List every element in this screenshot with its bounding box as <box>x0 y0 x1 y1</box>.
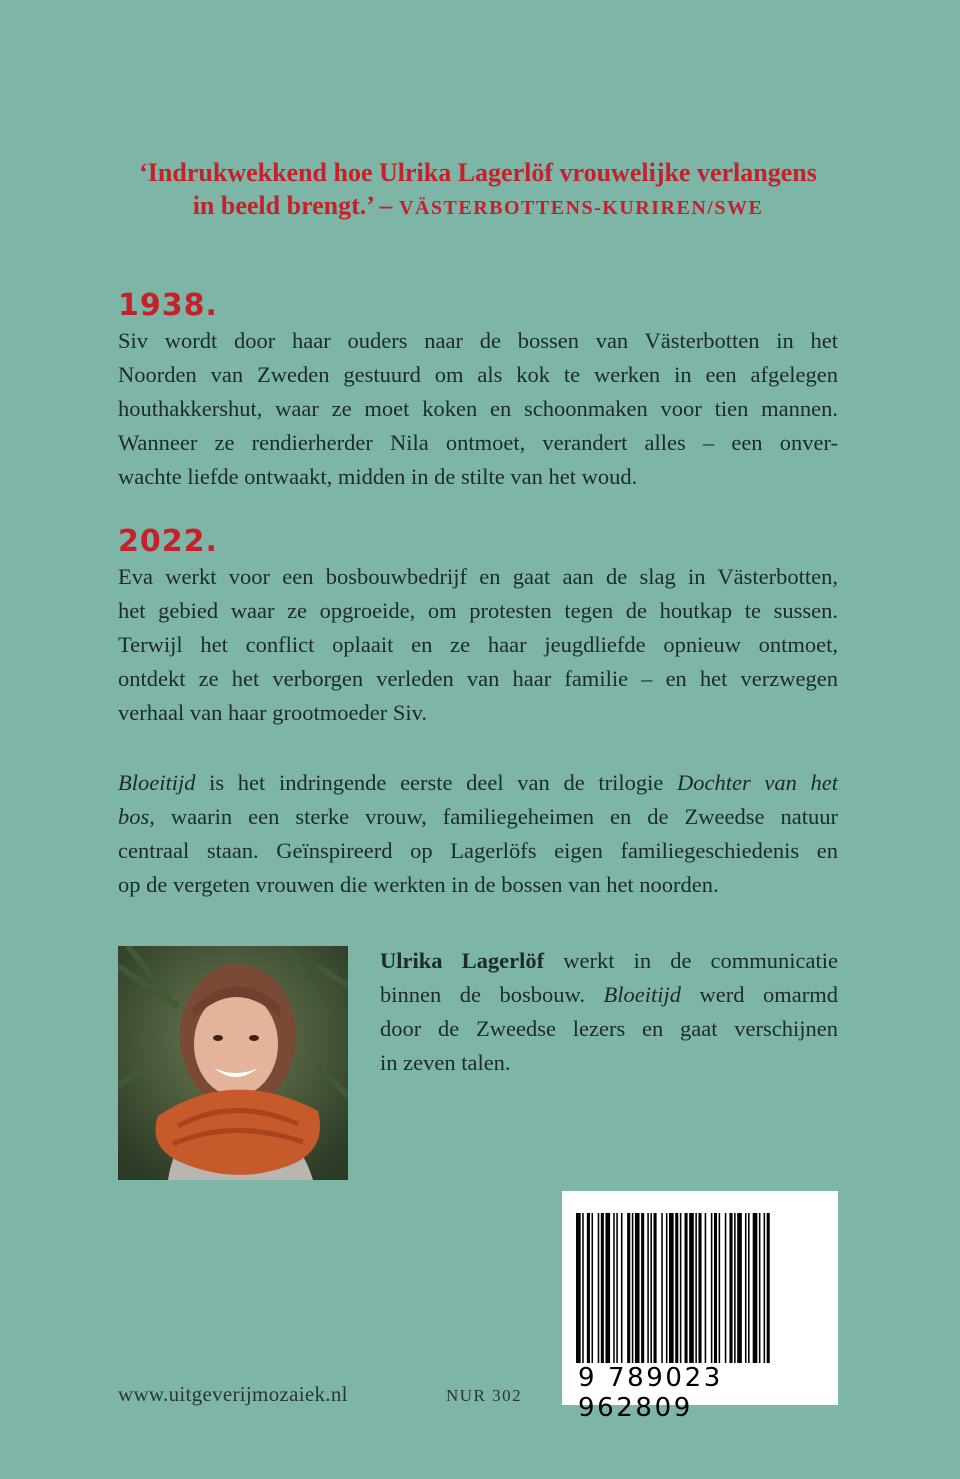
quote-line-2: in beeld brengt.’ <box>192 191 374 220</box>
text-line: ontdekt ze het verborgen verleden van haar familie – en het verzwegen <box>118 666 838 691</box>
barcode-bar <box>661 1213 663 1363</box>
series-title: Dochter van het <box>676 770 838 795</box>
barcode-bar <box>734 1213 736 1363</box>
barcode-bar <box>641 1213 644 1363</box>
isbn-barcode <box>562 1191 838 1423</box>
summary-text: is het indringende eerste deel van de trilogie <box>195 770 677 795</box>
barcode-bar <box>666 1213 668 1363</box>
author-name: Ulrika Lagerlöf <box>380 948 545 973</box>
barcode-bar <box>714 1213 717 1363</box>
section-2022 <box>118 524 838 730</box>
text-line: Wanneer ze rendierherder Nila ontmoet, verandert alles – een onver- <box>118 430 838 455</box>
bio-text: in zeven talen. <box>380 1050 511 1075</box>
barcode-bar <box>654 1213 657 1363</box>
section-1938-text <box>118 324 838 494</box>
text-line: Siv wordt door haar ouders naar de bossen van Västerbotten in het <box>118 328 838 353</box>
barcode-bar <box>582 1213 584 1363</box>
barcode-bar <box>627 1213 630 1363</box>
barcode-bar <box>753 1213 758 1363</box>
barcode-bar <box>745 1213 747 1363</box>
barcode-bar <box>764 1213 766 1363</box>
quote-line-1: ‘Indrukwekkend hoe Ulrika Lagerlöf vrouwelijke verlangens <box>139 158 817 187</box>
text-line: wachte liefde ontwaakt, midden in de stilte van het woud. <box>118 464 638 489</box>
quote-dash: – <box>373 191 400 220</box>
quote-source: VÄSTERBOTTENS-KURIREN/SWE <box>399 197 764 219</box>
nur-code: NUR 302 <box>446 1386 523 1405</box>
book-title: Bloeitijd <box>603 982 681 1007</box>
barcode-bar <box>616 1213 618 1363</box>
barcode-bar <box>689 1213 694 1363</box>
year-heading: 2022. <box>118 524 218 559</box>
text-line: Terwijl het conflict oplaait en ze haar jeugdliefde opnieuw ontmoet, <box>118 632 838 657</box>
barcode-bar <box>705 1213 707 1363</box>
barcode-bar <box>621 1213 623 1363</box>
review-quote <box>118 156 838 225</box>
barcode-bar <box>685 1213 688 1363</box>
series-title: bos <box>118 804 150 829</box>
barcode-bar <box>719 1213 721 1363</box>
barcode-bar <box>598 1213 600 1363</box>
barcode-bar <box>737 1213 742 1363</box>
barcode-bar <box>635 1213 640 1363</box>
barcode-bar <box>729 1213 732 1363</box>
barcode-bar <box>767 1213 770 1363</box>
author-bio <box>380 944 838 1080</box>
publisher-url: www.uitgeverijmozaiek.nl <box>118 1382 348 1406</box>
barcode-bars <box>562 1191 838 1367</box>
barcode-bar <box>587 1213 590 1363</box>
barcode-bar <box>605 1213 610 1363</box>
bio-text: werkt in de communicatie <box>544 948 839 973</box>
barcode-bar <box>698 1213 701 1363</box>
barcode-bar <box>613 1213 615 1363</box>
barcode-bar <box>669 1213 674 1363</box>
text-line: verhaal van haar grootmoeder Siv. <box>118 700 428 725</box>
section-1938 <box>118 288 838 494</box>
barcode-bar <box>680 1213 682 1363</box>
barcode-bar <box>576 1213 581 1363</box>
text-line: houthakkershut, waar ze moet koken en schoonmaken voor tien mannen. <box>118 396 838 421</box>
barcode-bar <box>650 1213 652 1363</box>
section-2022-text <box>118 560 838 730</box>
barcode-bar <box>592 1213 594 1363</box>
barcode-bar <box>632 1213 634 1363</box>
barcode-bar <box>748 1213 750 1363</box>
bio-text: binnen de bosbouw. <box>380 982 604 1007</box>
text-line: Eva werkt voor een bosbouwbedrijf en gaat aan de slag in Västerbotten, <box>118 564 838 589</box>
summary-text: , waarin een sterke vrouw, familiegeheimen en de Zweedse natuur <box>149 804 838 829</box>
barcode-bar <box>601 1213 604 1363</box>
bio-text: door de Zweedse lezers en gaat verschijnen <box>380 1016 838 1041</box>
text-line: Noorden van Zweden gestuurd om als kok te werken in een afgelegen <box>118 362 838 387</box>
barcode-bar <box>759 1213 761 1363</box>
summary-text: op de vergeten vrouwen die werkten in de bossen van het noorden. <box>118 872 719 897</box>
year-heading: 1938. <box>118 288 218 323</box>
text-line: het gebied waar ze opgroeide, om protesten tegen de houtkap te sussen. <box>118 598 838 623</box>
barcode-bar <box>711 1213 713 1363</box>
author-photo <box>118 946 348 1180</box>
barcode-bar <box>675 1213 678 1363</box>
barcode-bar <box>725 1213 727 1363</box>
summary-text: centraal staan. Geïnspireerd op Lagerlöfs eigen familiegeschiedenis en <box>118 838 838 863</box>
book-title: Bloeitijd <box>118 770 196 795</box>
bio-text: werd omarmd <box>680 982 838 1007</box>
summary-paragraph <box>118 766 838 902</box>
barcode-bar <box>647 1213 649 1363</box>
barcode-bar <box>695 1213 697 1363</box>
barcode-digits: 9 789023 962809 <box>578 1363 723 1423</box>
